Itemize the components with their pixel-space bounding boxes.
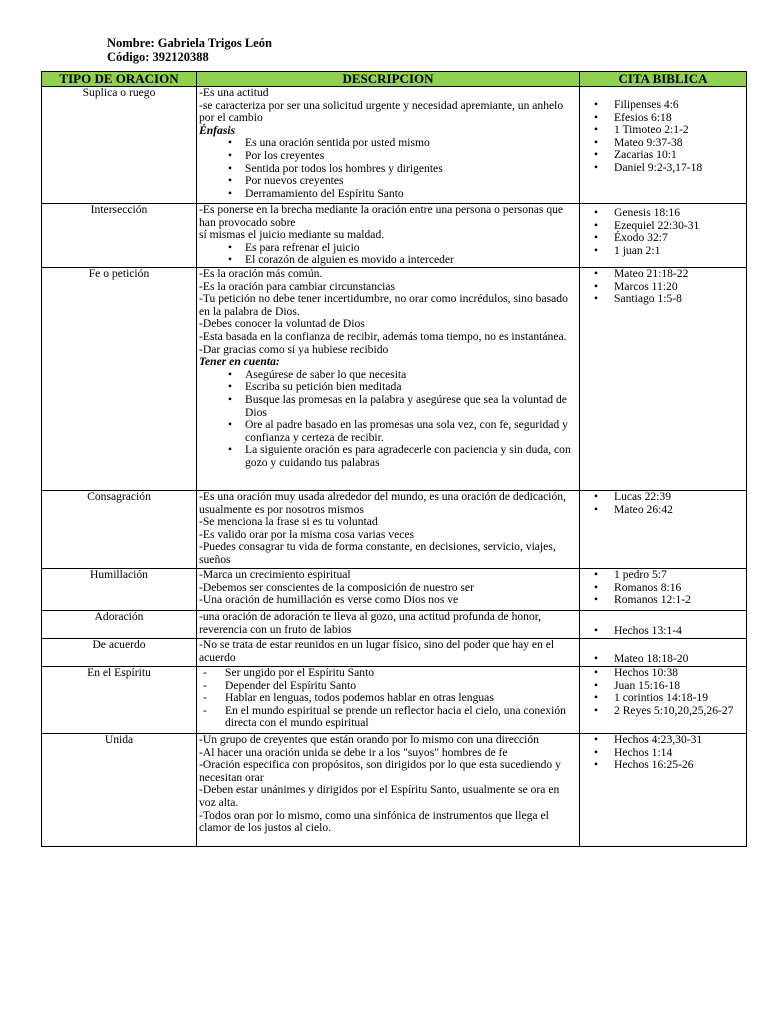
list-item: • Asegúrese de saber lo que necesita (199, 369, 577, 382)
bible-citation: • Lucas 22:39 (582, 491, 744, 504)
table-row (42, 204, 747, 268)
list-item: • Escriba su petición bien meditada (199, 381, 577, 394)
bible-citation: • Hechos 1:14 (582, 747, 744, 760)
description-line: -Oración especifica con propósitos, son dirigidos por lo que esta sucediendo y necesitan orar (199, 758, 561, 784)
description-line: -Es la oración más común. (199, 266, 323, 280)
citation-cell (580, 267, 747, 490)
citation-list (582, 625, 744, 638)
bible-citation: • Mateo 9:37-38 (582, 137, 744, 150)
emphasis-heading: Énfasis (199, 123, 236, 137)
description-line: -se caracteriza por ser una solicitud urgente y necesidad apremiante, un anhelo por el cambio (199, 98, 564, 125)
list-item: • Busque las promesas en la palabra y asegúrese que sea la voluntad de Dios (199, 394, 577, 419)
citation-cell (580, 490, 747, 568)
table-row (42, 568, 747, 610)
description-bullet-list (199, 242, 577, 267)
description-cell (197, 490, 580, 568)
citation-list (582, 99, 744, 175)
description-line: sí mismas el juicio mediante su maldad. (199, 228, 385, 242)
bible-citation: • 1 pedro 5:7 (582, 569, 744, 582)
column-header-citation: CITA BIBLICA (580, 72, 747, 87)
citation-list (582, 207, 744, 257)
description-line: -Una oración de humillación es verse como Dios nos ve (199, 593, 459, 607)
description-line: -Dar gracias como si ya hubiese recibido (199, 342, 389, 356)
citation-cell (580, 204, 747, 268)
citation-list (582, 734, 744, 772)
description-line: -Esta basada en la confianza de recibir, además toma tiempo, no es instantánea. (199, 329, 567, 343)
description-line: -Se menciona la frase si es tu voluntad (199, 515, 378, 529)
prayer-type-cell: Unida (42, 733, 197, 846)
description-line: -Tu petición no debe tener incertidumbre, no orar como incrédulos, sino basado en la palabra de Dios. (199, 292, 568, 318)
prayer-type-cell: Intersección (42, 204, 197, 268)
description-dash-list (199, 667, 577, 730)
bible-citation: • 1 juan 2:1 (582, 245, 744, 258)
table-row (42, 610, 747, 638)
prayer-types-table (41, 71, 747, 847)
bible-citation: • 2 Reyes 5:10,20,25,26-27 (582, 705, 744, 718)
list-item: - En el mundo espiritual se prende un reflector hacia el cielo, una conexión directa con el mundo espiritual (199, 705, 577, 730)
citation-list (582, 491, 744, 516)
description-cell (197, 638, 580, 666)
description-line: -Debes conocer la voluntad de Dios (199, 317, 365, 331)
description-cell (197, 267, 580, 490)
bible-citation: • Éxodo 32:7 (582, 232, 744, 245)
bible-citation: • Santiago 1:5-8 (582, 293, 744, 306)
description-line: -Debemos ser conscientes de la composición de nuestro ser (199, 580, 474, 594)
table-row (42, 490, 747, 568)
description-bullet-list (199, 369, 577, 470)
description-cell (197, 568, 580, 610)
description-line: -Es una oración muy usada alrededor del mundo, es una oración de dedicación, usualmente es por nosotros mismos (199, 489, 567, 516)
column-header-description: DESCRIPCION (197, 72, 580, 87)
list-item: • La siguiente oración es para agradecerle con paciencia y sin duda, con gozo y cuidando tus palabras (199, 444, 577, 469)
list-item: • Es una oración sentida por usted mismo (199, 137, 577, 150)
description-line: -Al hacer una oración unida se debe ir a los "suyos" hombres de fe (199, 745, 508, 759)
prayer-type-cell: De acuerdo (42, 638, 197, 666)
table-row (42, 638, 747, 666)
description-bullet-list (199, 137, 577, 200)
list-item: • Derramamiento del Espíritu Santo (199, 188, 577, 201)
list-item: - Ser ungido por el Espíritu Santo (199, 667, 577, 680)
bible-citation: • Juan 15:16-18 (582, 680, 744, 693)
bible-citation: • Mateo 21:18-22 (582, 268, 744, 281)
prayer-type-cell: Fe o petición (42, 267, 197, 490)
prayer-type-cell: Suplica o ruego (42, 87, 197, 204)
list-item: - Depender del Espíritu Santo (199, 680, 577, 693)
description-line: -Puedes consagrar tu vida de forma constante, en decisiones, servicio, viajes, sueños (199, 540, 556, 566)
description-line: -Es una actitud (199, 86, 269, 99)
column-header-type: TIPO DE ORACION (42, 72, 197, 87)
table-row (42, 666, 747, 733)
bible-citation: • Efesios 6:18 (582, 112, 744, 125)
table-row (42, 733, 747, 846)
citation-cell (580, 87, 747, 204)
list-item: • El corazón de alguien es movido a interceder (199, 254, 577, 267)
table-header-row (42, 72, 747, 87)
citation-cell (580, 568, 747, 610)
prayer-type-cell: Consagración (42, 490, 197, 568)
description-cell (197, 610, 580, 638)
list-item: • Por los creyentes (199, 150, 577, 163)
bible-citation: • 1 corintios 14:18-19 (582, 692, 744, 705)
bible-citation: • Romanos 12:1-2 (582, 594, 744, 607)
bible-citation: • Hechos 4:23,30-31 (582, 734, 744, 747)
description-line: -Es valido orar por la misma cosa varias veces (199, 527, 415, 541)
description-cell (197, 87, 580, 204)
citation-cell (580, 666, 747, 733)
bible-citation: • Mateo 26:42 (582, 504, 744, 517)
list-item: • Sentida por todos los hombres y dirigentes (199, 163, 577, 176)
bible-citation: • 1 Timoteo 2:1-2 (582, 124, 744, 137)
document-header (107, 36, 272, 64)
bible-citation: • Daniel 9:2-3,17-18 (582, 162, 744, 175)
table-row (42, 267, 747, 490)
table-row (42, 87, 747, 204)
bible-citation: • Romanos 8:16 (582, 582, 744, 595)
emphasis-heading: Tener en cuenta: (199, 355, 280, 369)
prayer-type-cell: Humillación (42, 568, 197, 610)
description-line: -No se trata de estar reunidos en un lugar físico, sino del poder que hay en el acuerdo (199, 637, 555, 664)
bible-citation: • Zacarias 10:1 (582, 149, 744, 162)
bible-citation: • Mateo 18:18-20 (582, 653, 744, 666)
prayer-type-cell: En el Espíritu (42, 666, 197, 733)
description-line: -Marca un crecimiento espiritual (199, 567, 351, 581)
description-line: -una oración de adoración te lleva al gozo, una actitud profunda de honor, reverencia con un fruto de labios (199, 609, 542, 636)
list-item: • Es para refrenar el juicio (199, 242, 577, 255)
description-line: -Deben estar unánimes y dirigidos por el Espíritu Santo, usualmente se ora en voz alta. (199, 783, 560, 809)
citation-list (582, 667, 744, 717)
description-line: -Un grupo de creyentes que están orando por lo mismo con una dirección (199, 732, 539, 746)
citation-list (582, 569, 744, 607)
bible-citation: • Hechos 10:38 (582, 667, 744, 680)
bible-citation: • Hechos 13:1-4 (582, 625, 744, 638)
citation-cell (580, 610, 747, 638)
description-line: -Es la oración para cambiar circunstancias (199, 279, 396, 293)
student-name: Nombre: Gabriela Trigos León (107, 36, 272, 50)
bible-citation: • Marcos 11:20 (582, 281, 744, 294)
citation-list (582, 653, 744, 666)
description-cell (197, 204, 580, 268)
citation-cell (580, 638, 747, 666)
description-cell (197, 666, 580, 733)
bible-citation: • Ezequiel 22:30-31 (582, 220, 744, 233)
description-line: -Todos oran por lo mismo, como una sinfónica de instrumentos que llega el clamor de los justos al cielo. (199, 808, 549, 835)
bible-citation: • Filipenses 4:6 (582, 99, 744, 112)
description-line: -Es ponerse en la brecha mediante la oración entre una persona o personas que han provocado sobre (199, 203, 564, 229)
student-code: Código: 392120388 (107, 50, 209, 64)
citation-list (582, 268, 744, 306)
description-cell (197, 733, 580, 846)
bible-citation: • Hechos 16:25-26 (582, 759, 744, 772)
citation-cell (580, 733, 747, 846)
bible-citation: • Genesis 18:16 (582, 207, 744, 220)
list-item: • Ore al padre basado en las promesas una sola vez, con fe, seguridad y confianza y certeza de recibir. (199, 419, 577, 444)
list-item: • Por nuevos creyentes (199, 175, 577, 188)
prayer-type-cell: Adoración (42, 610, 197, 638)
list-item: - Hablar en lenguas, todos podemos hablar en otras lenguas (199, 692, 577, 705)
